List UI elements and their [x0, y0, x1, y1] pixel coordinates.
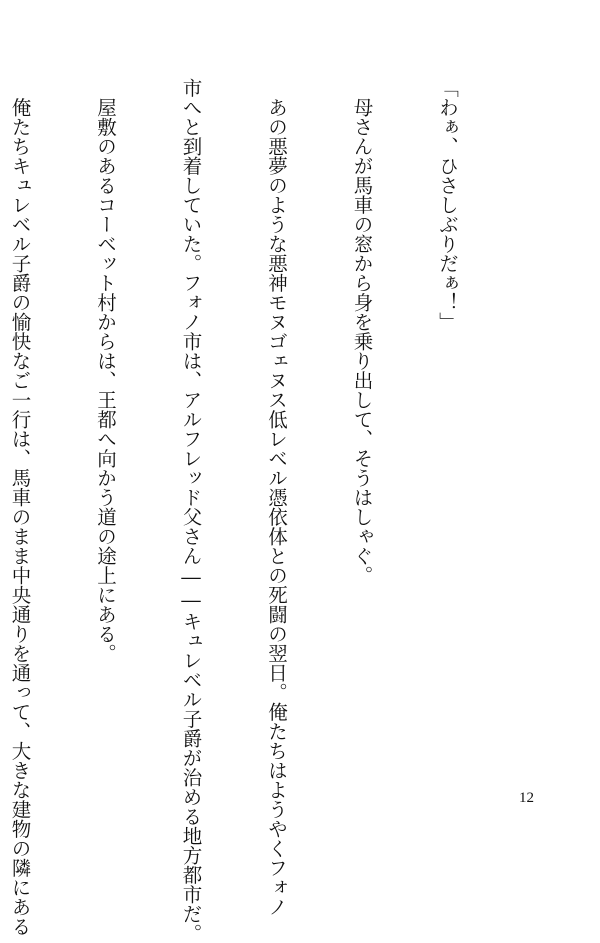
page-number: 12	[519, 790, 534, 806]
text-line: 俺たちキュレベル子爵の愉快なご一行は、馬車のまま中央通りを通って、大きな建物の隣にある	[8, 78, 32, 936]
text-line: あの悪夢のような悪神モヌゴェヌス低レベル憑依体との死闘の翌日。俺たちはようやくフォノ	[265, 78, 288, 917]
text-line: 市へと到着していた。フォノ市は、アルフレッド父さん――キュレベル子爵が治める地方都市だ。	[179, 78, 203, 943]
vertical-text-body	[8, 78, 518, 943]
text-line: 「わぁ、ひさしぶりだぁ！」	[436, 78, 459, 332]
text-line: 屋敷のあるコーベット村からは、王都へ向かう道の途上にある。	[94, 78, 117, 663]
text-line: 母さんが馬車の窓から身を乗り出して、そうはしゃぐ。	[350, 78, 374, 585]
